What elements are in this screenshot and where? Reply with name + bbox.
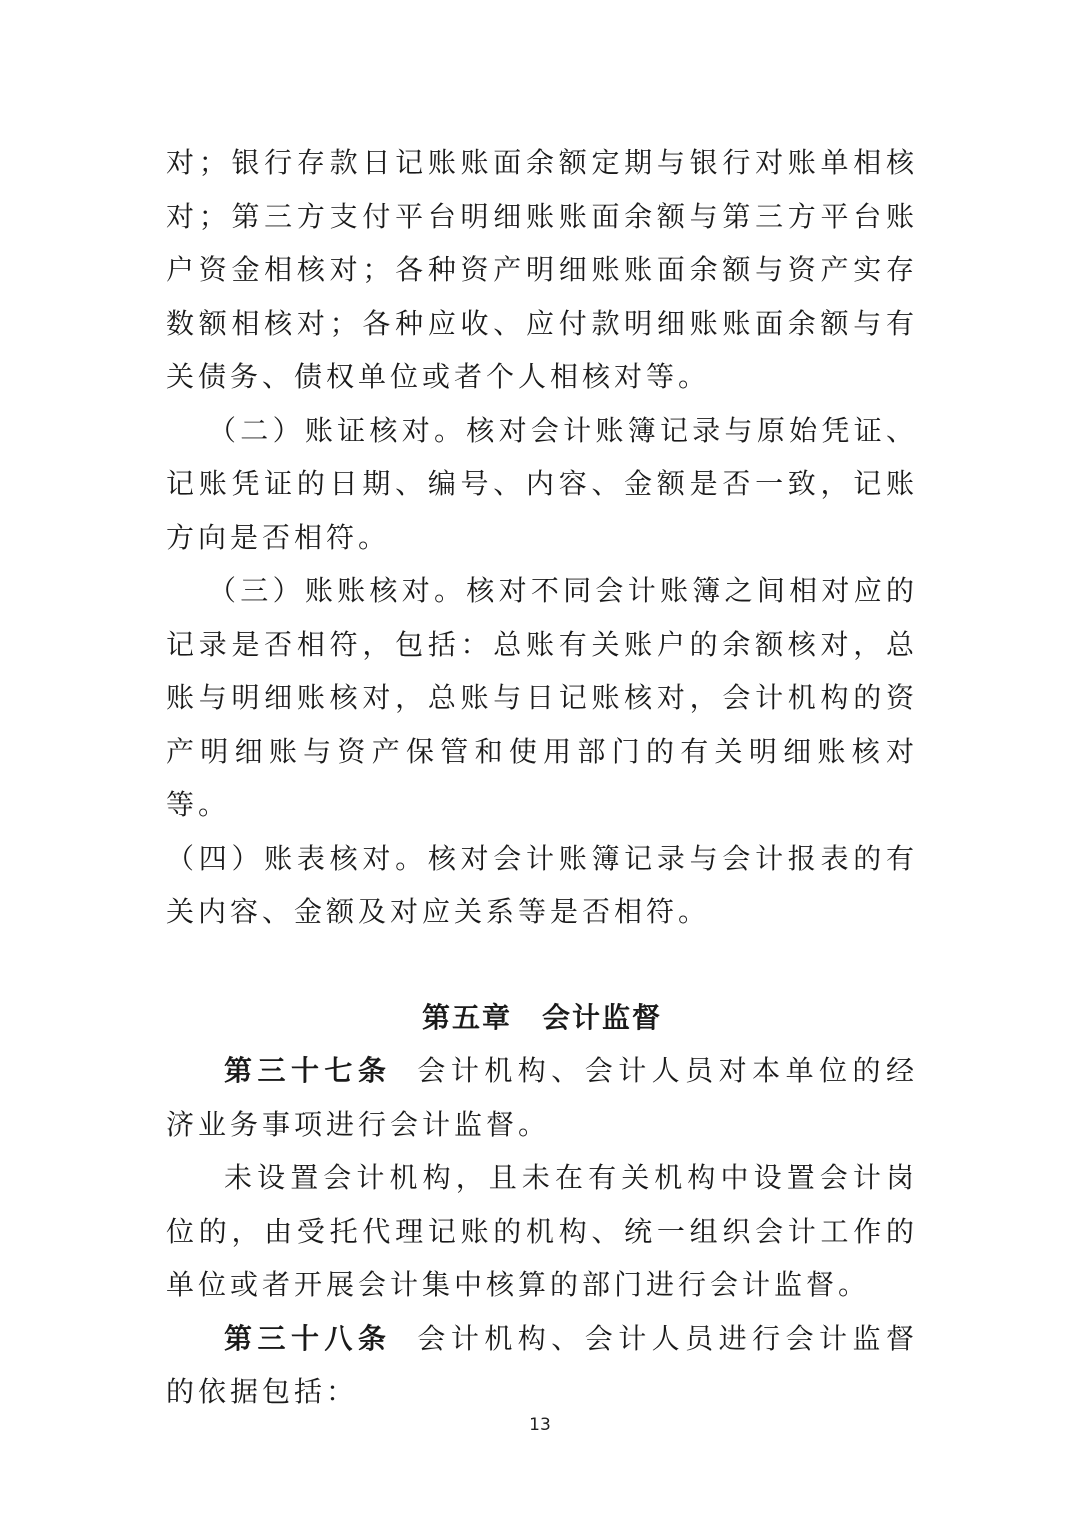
- article-37-text: 会计机构、会计人员对本单位的经济业务事项进行会计监督。: [166, 1054, 918, 1141]
- article-38-text: 会计机构、会计人员进行会计监督的依据包括：: [166, 1321, 918, 1408]
- article-37-paragraph: [166, 1044, 918, 1151]
- continued-paragraph: 对；银行存款日记账账面余额定期与银行对账单相核对；第三方支付平台明细账账面余额与第三方平台账户资金相核对；各种资产明细账账面余额与资产实存数额相核对；各种应收、应付款明细账账面余额与有关债务、债权单位或者个人相核对等。: [166, 146, 918, 393]
- article-37-para-2: 未设置会计机构，且未在有关机构中设置会计岗位的，由受托代理记账的机构、统一组织会计工作的单位或者开展会计集中核算的部门进行会计监督。: [166, 1161, 918, 1301]
- article-37-title: 第三十七条: [224, 1054, 392, 1087]
- page-number: 13: [529, 1415, 551, 1435]
- document-body: [166, 136, 918, 1419]
- item-3-paragraph: （三）账账核对。核对不同会计账簿之间相对应的记录是否相符，包括：总账有关账户的余额核对，总账与明细账核对，总账与日记账核对，会计机构的资产明细账与资产保管和使用部门的有关明细账核对等。: [166, 574, 918, 821]
- article-38-title: 第三十八条: [224, 1321, 392, 1355]
- item-2-paragraph: （二）账证核对。核对会计账簿记录与原始凭证、记账凭证的日期、编号、内容、金额是否一致，记账方向是否相符。: [166, 413, 918, 554]
- article-38-paragraph: [166, 1312, 918, 1419]
- item-4-paragraph: （四）账表核对。核对会计账簿记录与会计报表的有关内容、金额及对应关系等是否相符。: [166, 841, 918, 928]
- chapter-title: 第五章 会计监督: [421, 1000, 662, 1034]
